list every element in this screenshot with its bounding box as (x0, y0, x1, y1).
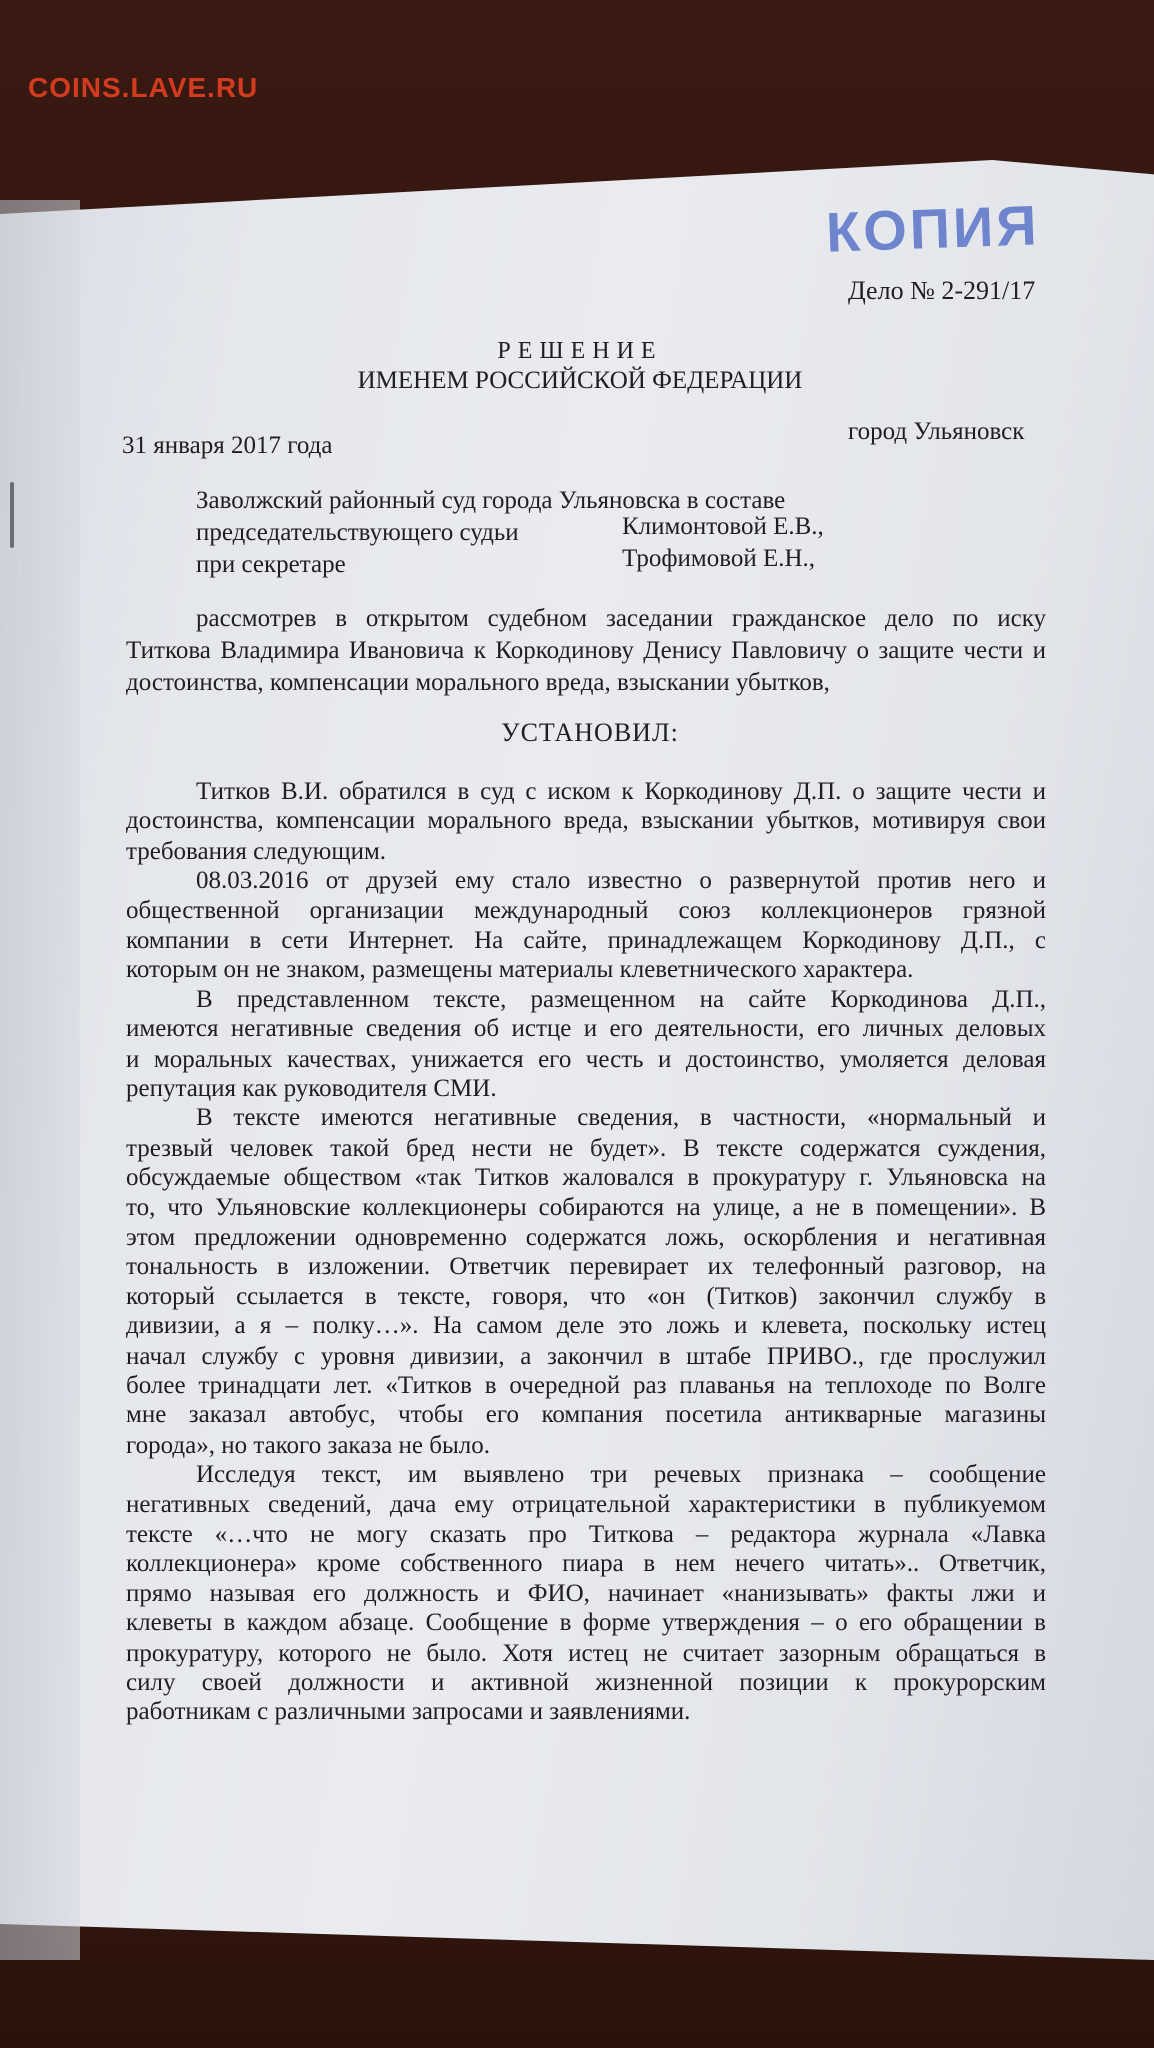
secretary-name: Трофимовой Е.Н., (622, 545, 816, 572)
intro-line: Титкова Владимира Ивановича к Коркодинову Денису Павловичу о защите чести и (126, 637, 1046, 664)
body-line: работникам с различными запросами и заявлениями. (126, 1698, 691, 1726)
body-line: 08.03.2016 от друзей ему стало известно о развернутой против него и (196, 866, 1046, 894)
body-line: В тексте имеются негативные сведения, в частности, «нормальный и (196, 1104, 1046, 1132)
body-line: силу своей должности и активной жизненной позиции к прокурорским (126, 1669, 1046, 1696)
body-line: достоинства, компенсации морального вреда, взыскании убытков, мотивируя свои (126, 807, 1046, 835)
copy-stamp: КОПИЯ (824, 193, 1041, 264)
body-line: более тринадцати лет. «Титков в очередной раз плаванья на теплоходе по Волге (126, 1372, 1046, 1399)
body-line: репутация как руководителя СМИ. (126, 1075, 497, 1102)
secretary-label: при секретаре (196, 551, 346, 578)
body-line: который ссылается в тексте, говоря, что «он (Титков) закончил службу в (126, 1283, 1046, 1311)
body-line: Исследуя текст, им выявлено три речевых признака – сообщение (196, 1460, 1046, 1488)
body-line: мне заказал автобус, чтобы его компания посетила антикварные магазины (126, 1401, 1046, 1429)
case-number: Дело № 2-291/17 (848, 276, 1036, 305)
body-line: негативных сведений, дача ему отрицательной характеристики в публикуемом (126, 1491, 1046, 1519)
presiding-judge-label: председательствующего судьи (196, 519, 519, 546)
presiding-judge-name: Климонтовой Е.В., (622, 513, 824, 540)
body-line: этом предложении одновременно содержатся ложь, оскорбления и негативная (126, 1223, 1046, 1251)
body-line: В представленном тексте, размещенном на сайте Коркодинова Д.П., (196, 986, 1046, 1014)
document-subtitle: ИМЕНЕМ РОССИЙСКОЙ ФЕДЕРАЦИИ (357, 367, 803, 394)
page-shadow-edge (0, 200, 80, 1960)
body-line: обсуждаемые обществом «так Титков жаловался в прокуратуру г. Ульяновска на (126, 1163, 1046, 1191)
body-line: требования следующим. (126, 837, 387, 865)
body-line: клеветы в каждом абзаце. Сообщение в форме утверждения – о его обращении в (126, 1609, 1046, 1637)
site-watermark: COINS.LAVE.RU (28, 72, 259, 103)
body-line: начал службу с уровня дивизии, а закончил в штабе ПРИВО., где прослужил (126, 1342, 1046, 1370)
body-line: коллекционера» кроме собственного пиара в нем нечего читать».. Ответчик, (126, 1549, 1046, 1577)
court-composition: Заволжский районный суд города Ульяновска в составе (196, 487, 786, 514)
body-line: которым он не знаком, размещены материалы клеветнического характера. (126, 955, 914, 983)
intro-line: достоинства, компенсации морального вреда, взыскании убытков, (126, 669, 830, 696)
body-line: тональность в изложении. Ответчик перевирает их телефонный разговор, на (126, 1252, 1046, 1280)
body-line: прямо называя его должность и ФИО, начинает «нанизывать» факты лжи и (126, 1580, 1046, 1608)
document-city: город Ульяновск (848, 418, 1025, 445)
body-line: Титков В.И. обратился в суд с иском к Коркодинову Д.П. о защите чести и (196, 778, 1046, 805)
body-line: общественной организации международный союз коллекционеров грязной (126, 897, 1046, 925)
body-line: города», но такого заказа не было. (126, 1431, 490, 1459)
body-line: дивизии, а я – полку…». На самом деле это ложь и клевета, поскольку истец (126, 1312, 1046, 1340)
body-line: компании в сети Интернет. На сайте, принадлежащем Коркодинову Д.П., с (126, 926, 1046, 954)
body-line: тексте «…что не могу сказать про Титкова – редактора журнала «Лавка (126, 1520, 1046, 1548)
body-line: трезвый человек такой бред нести не будет». В тексте содержатся суждения, (126, 1134, 1046, 1162)
section-heading: УСТАНОВИЛ: (501, 718, 679, 747)
binding-mark (10, 482, 14, 548)
document-title: РЕШЕНИЕ (497, 338, 663, 364)
body-line: то, что Ульяновские коллекционеры собираются на улице, а не в помещении». В (126, 1194, 1046, 1222)
body-line: прокуратуру, которого не было. Хотя истец не считает зазорным обращаться в (126, 1639, 1046, 1667)
body-line: и моральных качествах, унижается его честь и достоинство, умоляется деловая (126, 1045, 1046, 1073)
body-line: имеются негативные сведения об истце и его деятельности, его личных деловых (126, 1015, 1046, 1043)
intro-line: рассмотрев в открытом судебном заседании гражданское дело по иску (196, 605, 1046, 632)
document-date: 31 января 2017 года (122, 432, 333, 459)
